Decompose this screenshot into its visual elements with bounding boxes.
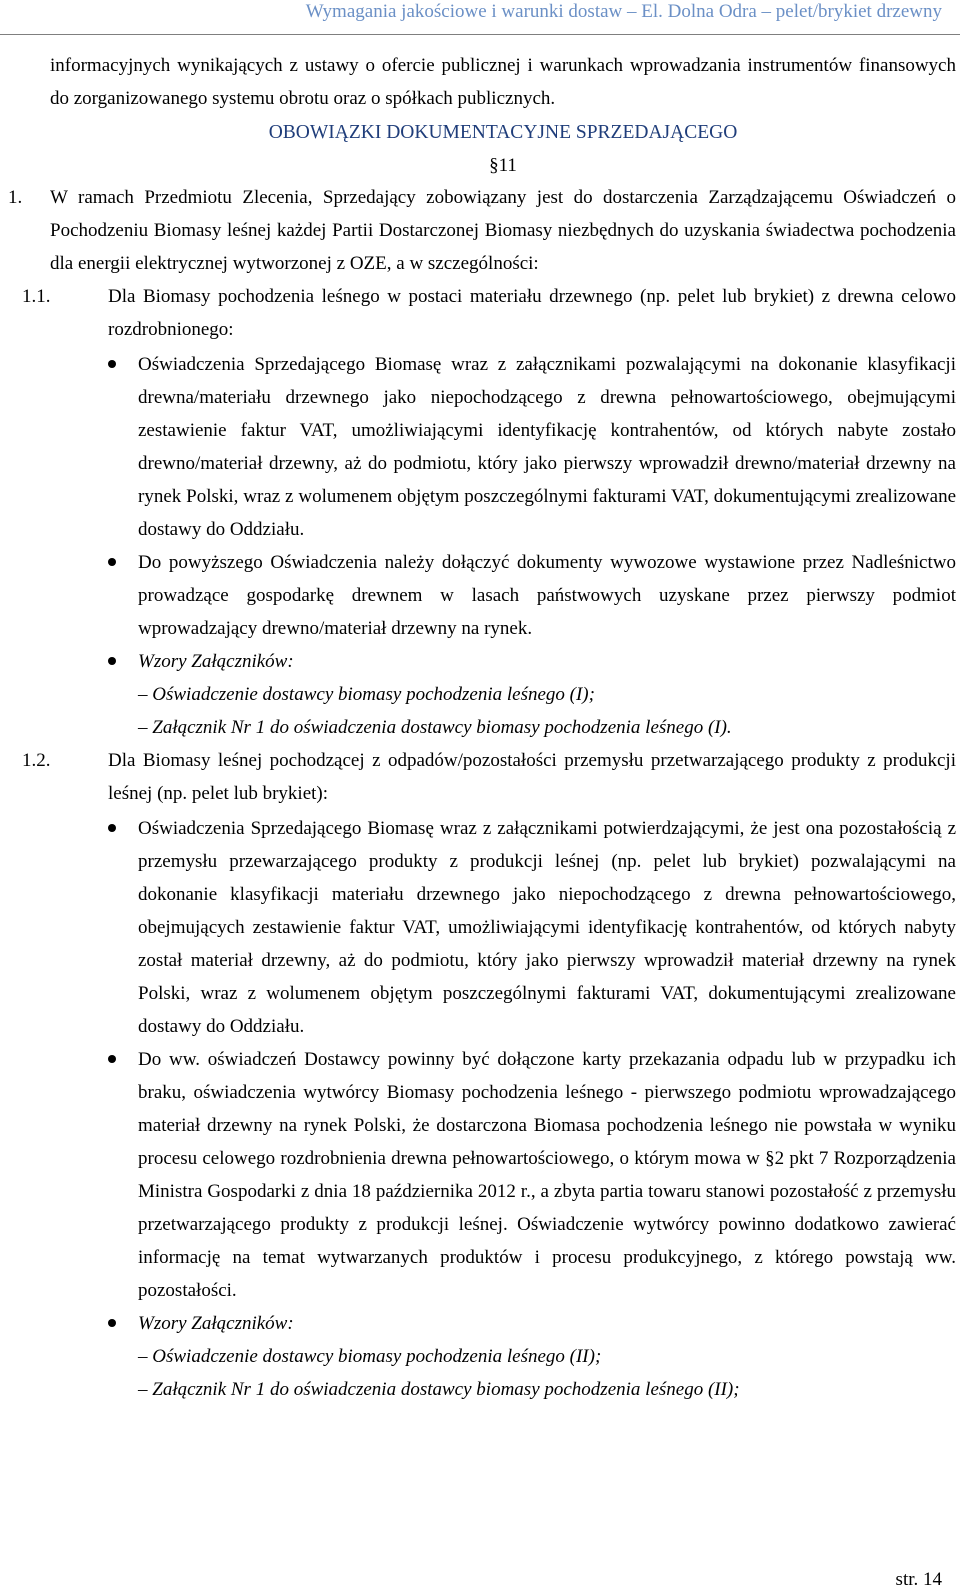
list-item: [138, 645, 956, 678]
bullet-icon: [108, 824, 116, 832]
subitem-1-1-number: 1.1.: [22, 286, 51, 307]
bullet-icon: [108, 1319, 116, 1327]
list-item: [138, 546, 956, 645]
list-item: [138, 1307, 956, 1340]
bullet-icon: [108, 1055, 116, 1063]
list-item: [138, 348, 956, 546]
section-number: §11: [489, 155, 517, 176]
list-item-text: Do powyższego Oświadczenia należy dołączyć dokumenty wywozowe wystawione przez Nadleśnictwo prowadzące gospodarkę drewnem w lasach państwowych uzyskane przez pierwszy podmiot wprowadzający drewno/materiał drzewny na rynek.: [138, 552, 956, 639]
header-divider: [0, 34, 960, 35]
item-1-number: 1.: [8, 187, 23, 208]
item-1-text: W ramach Przedmiotu Zlecenia, Sprzedający zobowiązany jest do dostarczenia Zarządzającemu Oświadczeń o Pochodzeniu Biomasy leśnej każdej Partii Dostarczonej Biomasy niezbędnych do uzyskania świadectwa pochodzenia dla energii elektrycznej wytworzonej z OZE, a w szczególności:: [50, 187, 956, 274]
templates-label: Wzory Załączników:: [138, 651, 294, 672]
subitem-1-1: [22, 280, 956, 346]
list-item: [138, 1043, 956, 1307]
subitem-1-2-text: Dla Biomasy leśnej pochodzącej z odpadów/pozostałości przemysłu przetwarzającego produkty z produkcji leśnej (np. pelet lub brykiet):: [108, 750, 956, 804]
templates-label: Wzory Załączników:: [138, 1313, 294, 1334]
template-item: – Załącznik Nr 1 do oświadczenia dostawcy biomasy pochodzenia leśnego (I).: [138, 717, 732, 738]
bullet-icon: [108, 657, 116, 665]
page-header: [0, 0, 960, 36]
page-number: str. 14: [895, 1569, 942, 1590]
item-1: [8, 181, 956, 280]
bullet-icon: [108, 360, 116, 368]
intro-paragraph: informacyjnych wynikających z ustawy o ofercie publicznej i warunkach wprowadzania instrumentów finansowych do zorganizowanego systemu obrotu oraz o spółkach publicznych.: [50, 55, 956, 109]
template-item: – Oświadczenie dostawcy biomasy pochodzenia leśnego (I);: [138, 684, 595, 705]
subitem-1-2: [22, 744, 956, 810]
template-item: – Załącznik Nr 1 do oświadczenia dostawcy biomasy pochodzenia leśnego (II);: [138, 1379, 740, 1400]
subitem-1-1-text: Dla Biomasy pochodzenia leśnego w postaci materiału drzewnego (np. pelet lub brykiet) z drewna celowo rozdrobnionego:: [108, 286, 956, 340]
list-item: [138, 812, 956, 1043]
section-heading: OBOWIĄZKI DOKUMENTACYJNE SPRZEDAJĄCEGO: [268, 122, 738, 143]
template-item: – Oświadczenie dostawcy biomasy pochodzenia leśnego (II);: [138, 1346, 602, 1367]
list-item-text: Do ww. oświadczeń Dostawcy powinny być dołączone karty przekazania odpadu lub w przypadku ich braku, oświadczenia wytwórcy Biomasy pochodzenia leśnego - pierwszego podmiotu wprowadzającego materiał drzewny na rynek Polski, że dostarczona Biomasa pochodzenia leśnego nie powstała w wyniku procesu celowego rozdrobnienia drewna pełnowartościowego, o którym mowa w §2 pkt 7 Rozporządzenia Ministra Gospodarki z dnia 18 października 2012 r., a zbyta partia towaru stanowi pozostałość z przemysłu przetwarzającego produkty z produkcji leśnej. Oświadczenie wytwórcy powinno dodatkowo zawierać informację na temat wytwarzanych produktów i procesu produkcyjnego, z którego powstają ww. pozostałości.: [138, 1049, 956, 1301]
document-body: [0, 49, 960, 1406]
list-item-text: Oświadczenia Sprzedającego Biomasę wraz z załącznikami potwierdzającymi, że jest ona pozostałością z przemysłu przewarzającego produkty z produkcji leśnej (np. pelet lub brykiet) pozwalającymi na dokonanie klasyfikacji materiału drzewnego jako niepochodzącego z drewna pełnowartościowego, obejmujących zestawienie faktur VAT, umożliwiającymi identyfikację kontrahentów, od których nabyty został materiał drzewny, aż do podmiotu, który jako pierwszy wprowadził materiał drzewny na rynek Polski, wraz z wolumenem objętym poszczególnymi fakturami VAT, dokumentującymi zrealizowane dostawy do Oddziału.: [138, 818, 956, 1037]
bullet-icon: [108, 558, 116, 566]
list-item-text: Oświadczenia Sprzedającego Biomasę wraz z załącznikami pozwalającymi na dokonanie klasyfikacji drewna/materiału drzewnego jako niepochodzącego z drewna pełnowartościowego, obejmującymi zestawienie faktur VAT, umożliwiającymi identyfikację kontrahentów, od których nabyte zostało drewno/materiał drzewny, aż do podmiotu, który jako pierwszy wprowadził drewno/materiał drzewny na rynek Polski, wraz z wolumenem objętym poszczególnymi fakturami VAT, dokumentującymi zrealizowane dostawy do Oddziału.: [138, 354, 956, 540]
header-title: Wymagania jakościowe i warunki dostaw – El. Dolna Odra – pelet/brykiet drzewny: [305, 1, 942, 22]
subitem-1-2-number: 1.2.: [22, 750, 51, 771]
